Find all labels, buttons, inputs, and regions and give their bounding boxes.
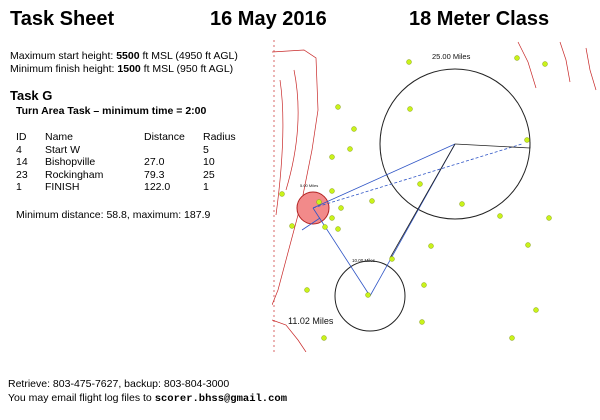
turnpoint-name: Bishopville: [45, 156, 96, 168]
waypoint-marker: [510, 336, 515, 341]
turnpoint-radius: 25: [203, 168, 215, 181]
turnpoint-id: 4: [16, 143, 22, 156]
email-line: [8, 392, 287, 405]
waypoint-marker: [339, 206, 344, 211]
min-finish-height-suffix: ft MSL (950 ft AGL): [143, 63, 234, 75]
scorer-email[interactable]: scorer.bhss@gmail.com: [154, 393, 288, 405]
turnpoint-distance: 79.3: [144, 168, 165, 181]
waypoint-marker: [336, 105, 341, 110]
turnpoint-name: Rockingham: [45, 168, 104, 181]
course-leg: [313, 144, 522, 208]
airspace-boundary: [518, 42, 536, 88]
waypoint-marker: [330, 155, 335, 160]
column-header-name: Name: [45, 131, 74, 143]
waypoint-marker: [317, 200, 322, 205]
airspace-boundary: [272, 50, 318, 305]
max-course-lines: [390, 142, 530, 258]
turnpoint-name: FINISH: [45, 181, 80, 193]
email-prefix: You may email flight log files to: [8, 392, 155, 404]
start-area-label: 5.00 Miles: [300, 183, 319, 188]
turnpoint-radius: 10: [203, 156, 215, 168]
waypoint-marker: [330, 189, 335, 194]
course-leg: [390, 144, 455, 258]
column-header-distance: Distance: [144, 131, 185, 143]
task-date: 16 May 2016: [210, 8, 327, 30]
waypoint-marker: [515, 56, 520, 61]
max-start-height-suffix: ft MSL (4950 ft AGL): [142, 50, 238, 62]
waypoint-marker: [460, 202, 465, 207]
task-min-time: 2:00: [185, 105, 207, 117]
airspace-boundary: [560, 42, 570, 82]
page-title: Task Sheet: [10, 8, 115, 30]
course-leg: [313, 144, 455, 208]
waypoint-marker: [534, 308, 539, 313]
task-map: [272, 40, 600, 352]
waypoint-marker: [352, 127, 357, 132]
table-row: [16, 144, 236, 157]
table-header-row: [16, 131, 236, 144]
min-finish-height-label: Minimum finish height:: [10, 63, 115, 75]
waypoint-marker: [422, 283, 427, 288]
retrieve-phone-line: Retrieve: 803-475-7627, backup: 803-804-3000: [8, 378, 230, 390]
task-description: [16, 105, 206, 117]
turnpoint-radius: 5: [203, 143, 209, 156]
waypoint-marker: [543, 62, 548, 67]
waypoint-marker: [390, 257, 395, 262]
waypoint-marker: [290, 224, 295, 229]
course-leg: [313, 208, 370, 296]
table-row: [16, 181, 236, 194]
waypoint-marker: [323, 225, 328, 230]
turnpoint-id: 23: [16, 168, 28, 181]
task-name: Task G: [10, 88, 53, 103]
waypoint-marker: [407, 60, 412, 65]
max-start-height-label: Maximum start height:: [10, 50, 114, 62]
waypoint-marker: [525, 138, 530, 143]
turnpoint-table: [16, 131, 236, 194]
airspace-boundary: [286, 70, 298, 190]
waypoint-marker: [526, 243, 531, 248]
table-row: [16, 169, 236, 182]
waypoint-marker: [280, 192, 285, 197]
max-start-height-value: 5500: [116, 50, 140, 62]
small-circle-label: 11.02 Miles: [288, 316, 334, 326]
airspace-boundary: [586, 48, 596, 90]
turnpoint-id: 14: [16, 156, 28, 168]
competition-class: 18 Meter Class: [409, 8, 550, 30]
waypoint-marker: [305, 288, 310, 293]
column-header-id: ID: [16, 131, 27, 143]
waypoint-marker: [418, 182, 423, 187]
task-type: Turn Area Task – minimum time =: [16, 105, 186, 117]
max-start-height-line: [10, 50, 238, 62]
waypoint-marker: [322, 336, 327, 341]
waypoint-marker: [429, 244, 434, 249]
waypoint-marker: [420, 320, 425, 325]
turnpoint-radius: 1: [203, 181, 209, 193]
column-header-radius: Radius: [203, 131, 236, 143]
waypoint-marker: [348, 147, 353, 152]
waypoint-marker: [330, 216, 335, 221]
waypoint-marker: [366, 293, 371, 298]
turnpoint-distance: 27.0: [144, 156, 165, 168]
table-row: [16, 156, 236, 169]
min-finish-height-value: 1500: [117, 63, 141, 75]
inner-area-label: 10.00 Miles: [352, 258, 376, 263]
distance-summary: Minimum distance: 58.8, maximum: 187.9: [16, 209, 211, 221]
waypoint-marker: [498, 214, 503, 219]
turnpoint-name: Start W: [45, 143, 81, 156]
turnpoint-id: 1: [16, 181, 22, 193]
large-circle-label: 25.00 Miles: [432, 52, 471, 61]
waypoint-marker: [336, 227, 341, 232]
turnpoint-distance: [144, 144, 203, 157]
waypoint-marker: [547, 216, 552, 221]
turnpoint-distance: 122.0: [144, 181, 171, 193]
waypoint-marker: [408, 107, 413, 112]
min-finish-height-line: [10, 63, 233, 75]
waypoint-marker: [370, 199, 375, 204]
